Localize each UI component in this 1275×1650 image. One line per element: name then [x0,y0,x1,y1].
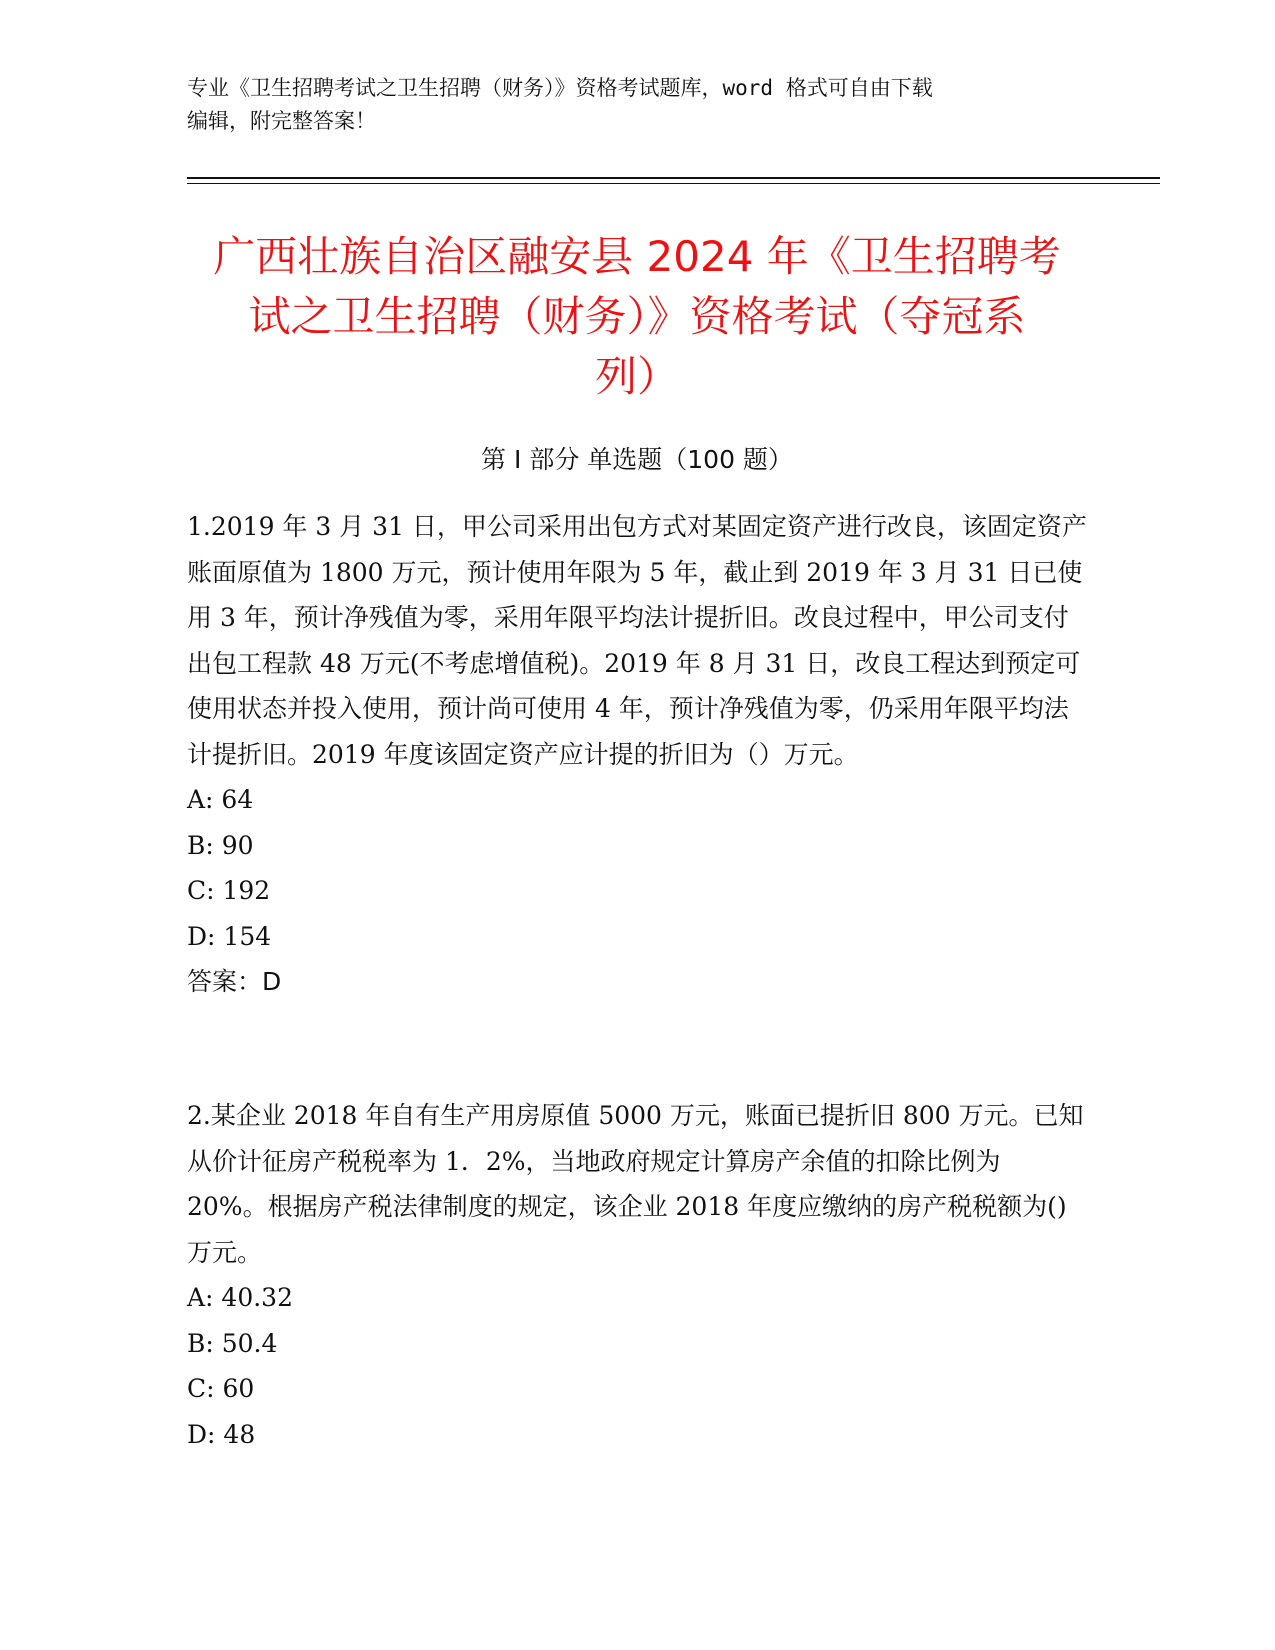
title-line2: 试之卫生招聘（财务）》资格考试（夺冠系 [248,292,1026,341]
option-c: C: 192 [187,876,271,905]
question-stem: 2.某企业 2018 年自有生产用房原值 5000 万元，账面已提折旧 800 万元。已知从价计征房产税税率为 1．2%，当地政府规定计算房产余值的扣除比例为 20%。根据房产税法律制度的规定，该企业 2018 年度应缴纳的房产税税额为()万元。 [187,1101,1084,1267]
option-b: B: 90 [187,830,254,860]
question-1 [187,504,1087,1005]
header-divider-thin [187,183,1160,184]
header-note [187,72,1087,138]
header-note-line1: 专业《卫生招聘考试之卫生招聘（财务）》资格考试题库，word 格式可自由下载 [187,76,933,100]
option-a: A: 40.32 [187,1283,293,1312]
title-line3: 列） [594,352,679,401]
header-divider-thick [187,177,1160,179]
section-title: 第 I 部分 单选题（100 题） [481,445,793,474]
answer-label: 答案：D [187,967,282,996]
document-title [187,227,1087,407]
option-a: A: 64 [187,785,254,814]
title-line1: 广西壮族自治区融安县 2024 年《卫生招聘考 [213,232,1061,281]
option-d: D: 48 [187,1419,256,1449]
option-d: D: 154 [187,921,272,951]
question-stem: 1.2019 年 3 月 31 日，甲公司采用出包方式对某固定资产进行改良，该固定资产账面原值为 1800 万元，预计使用年限为 5 年，截止到 2019 年 3 月 31 日已使用 3 年，预计净残值为零，采用年限平均法计提折旧。改良过程中，甲公司支付出包工程款 48 万元(不考虑增值税)。2019 年 8 月 31 日，改良工程达到预定可使用状态并投入使用，预计尚可使用 4 年，预计净残值为零，仍采用年限平均法计提折旧。2019 年度该固定资产应计提的折旧为（）万元。 [187,512,1087,769]
option-b: B: 50.4 [187,1328,278,1358]
option-c: C: 60 [187,1374,255,1403]
question-2 [187,1093,1087,1457]
header-note-line2: 编辑，附完整答案！ [187,109,376,133]
